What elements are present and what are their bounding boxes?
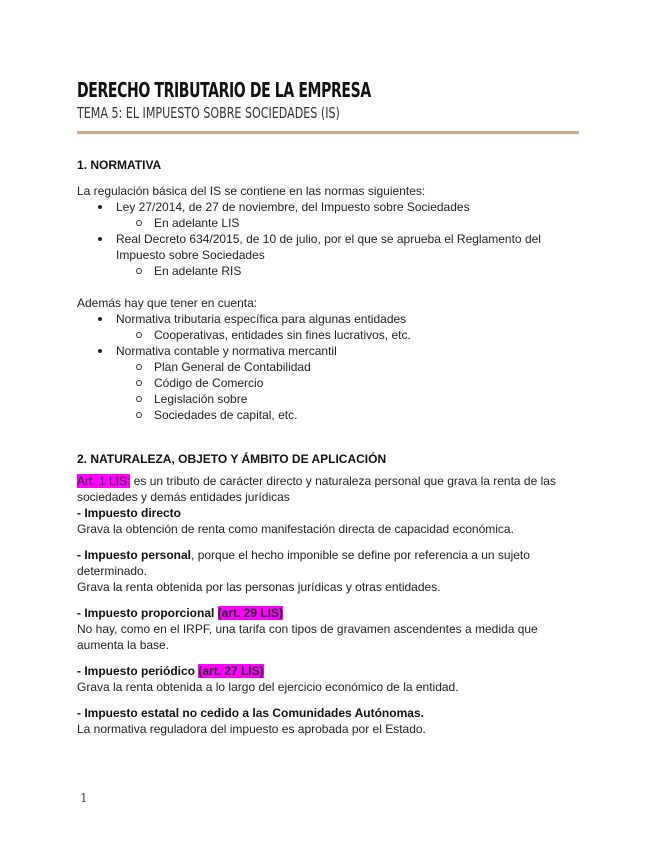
page-number: 1: [80, 791, 88, 805]
bullet-list: [77, 311, 582, 423]
list-item: Ley 27/2014, de 27 de noviembre, del Impuesto sobre Sociedades: [77, 199, 582, 215]
paragraph-art1: Art. 1 LIS: es un tributo de carácter directo y naturaleza personal que grava la renta de las sociedades y demás entidades jurídicas: [77, 474, 556, 504]
bullet-list: [77, 199, 582, 279]
list-item: Normativa tributaria específica para algunas entidades: [77, 311, 582, 327]
subheading-proporcional: - Impuesto proporcional (art. 29 LIS): [77, 606, 284, 620]
subheading-estatal: - Impuesto estatal no cedido a las Comunidades Autónomas.: [77, 706, 424, 720]
highlight-tag: (art. 29 LIS): [217, 606, 284, 620]
paragraph: No hay, como en el IRPF, una tarifa con tipos de gravamen ascendentes a medida que aumenta la base.: [77, 622, 538, 652]
subheading-periodico: - Impuesto periódico (art. 27 LIS): [77, 664, 264, 678]
sub-list-item: Legislación sobre: [77, 391, 582, 407]
paragraph: Grava la obtención de renta como manifestación directa de capacidad económica.: [77, 522, 514, 536]
sub-list-item: Plan General de Contabilidad: [77, 359, 582, 375]
paragraph-personal: - Impuesto personal, porque el hecho imponible se define por referencia a un sujeto determinado.: [77, 548, 530, 578]
paragraph: La regulación básica del IS se contiene en las normas siguientes:: [77, 184, 426, 198]
document-subtitle: TEMA 5: EL IMPUESTO SOBRE SOCIEDADES (IS): [77, 104, 340, 122]
list-item: Real Decreto 634/2015, de 10 de julio, por el que se aprueba el Reglamento del Impuesto sobre Sociedades: [77, 231, 582, 263]
section-heading-normativa: 1. NORMATIVA: [77, 158, 162, 172]
document-title: DERECHO TRIBUTARIO DE LA EMPRESA: [77, 78, 371, 102]
sub-list-item: Código de Comercio: [77, 375, 582, 391]
paragraph: Además hay que tener en cuenta:: [77, 296, 258, 310]
subheading-directo: - Impuesto directo: [77, 506, 182, 520]
paragraph: Grava la renta obtenida por las personas jurídicas y otras entidades.: [77, 580, 441, 594]
sub-list-item: En adelante LIS: [77, 215, 582, 231]
section-heading-naturaleza: 2. NATURALEZA, OBJETO Y ÁMBITO DE APLICACIÓN: [77, 452, 387, 466]
highlight-tag: Art. 1 LIS:: [77, 474, 131, 488]
header-divider: [77, 131, 579, 134]
list-item: Normativa contable y normativa mercantil: [77, 343, 582, 359]
document-body: [77, 157, 582, 737]
paragraph: Grava la renta obtenida a lo largo del ejercicio económico de la entidad.: [77, 680, 459, 694]
highlight-tag: (art. 27 LIS): [198, 664, 264, 678]
sub-list-item: En adelante RIS: [77, 263, 582, 279]
sub-list-item: Sociedades de capital, etc.: [77, 407, 582, 423]
paragraph: La normativa reguladora del impuesto es aprobada por el Estado.: [77, 722, 426, 736]
sub-list-item: Cooperativas, entidades sin fines lucrativos, etc.: [77, 327, 582, 343]
